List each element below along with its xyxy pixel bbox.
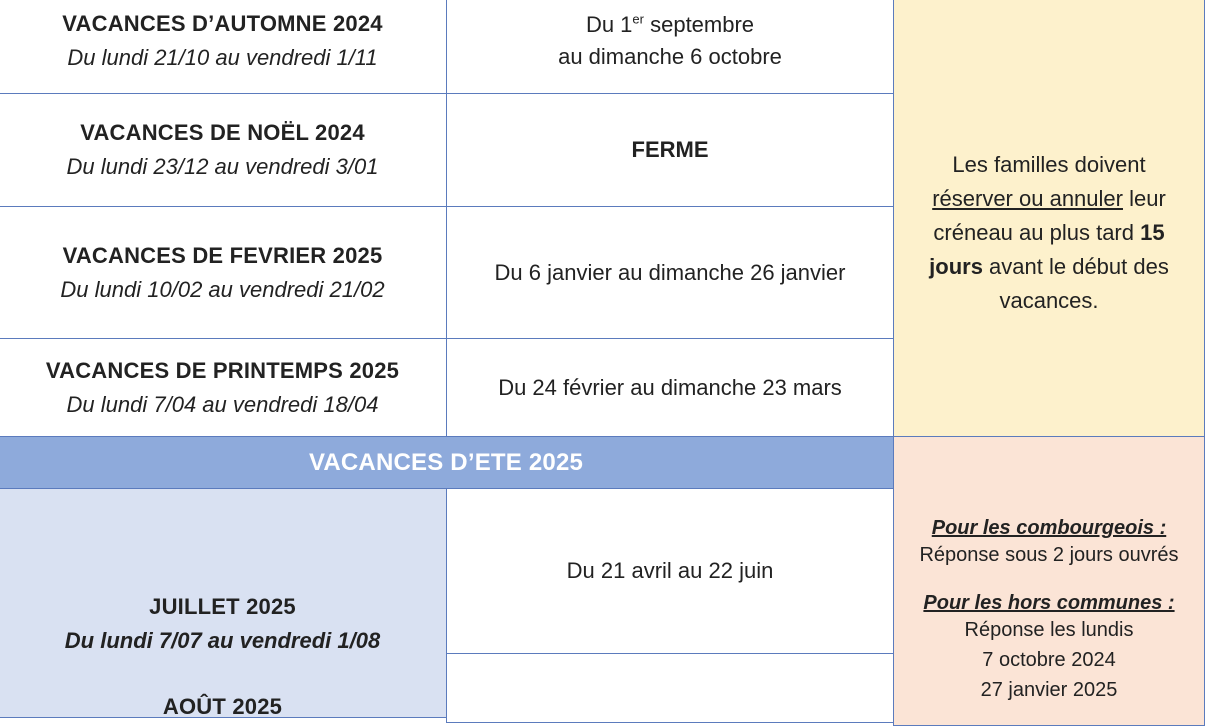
summer-months-column [0, 488, 447, 718]
christmas-closed: FERME [631, 137, 709, 162]
hors-line2: 7 octobre 2024 [982, 649, 1116, 671]
autumn-period-line2: au dimanche 6 octobre [558, 44, 782, 69]
row-christmas-period [446, 93, 894, 207]
row-autumn-period [446, 0, 894, 94]
combourgeois-header: Pour les combourgeois : [931, 517, 1167, 539]
spring-title: VACANCES DE PRINTEMPS 2025 [45, 357, 400, 383]
summer-title: VACANCES D’ETE 2025 [308, 448, 584, 476]
row-spring-label [0, 338, 447, 437]
autumn-title: VACANCES D’AUTOMNE 2024 [62, 11, 383, 36]
august-title: AOÛT 2025 [162, 694, 283, 719]
christmas-title: VACANCES DE NOËL 2024 [80, 120, 365, 145]
february-period: Du 6 janvier au dimanche 26 janvier [494, 259, 846, 285]
february-title: VACANCES DE FEVRIER 2025 [62, 242, 383, 268]
booking-note [893, 0, 1205, 437]
july-period: Du 21 avril au 22 juin [566, 558, 774, 583]
autumn-period-line1: Du 1er septembre [585, 11, 755, 37]
combourgeois-text: Réponse sous 2 jours ouvrés [919, 544, 1179, 566]
july-dates: Du lundi 7/07 au vendredi 1/08 [64, 628, 381, 653]
autumn-dates: Du lundi 21/10 au vendredi 1/11 [67, 45, 378, 70]
july-title: JUILLET 2025 [149, 594, 296, 619]
christmas-dates: Du lundi 23/12 au vendredi 3/01 [66, 154, 379, 179]
note-line5: vacances. [999, 287, 1099, 313]
row-february-period [446, 206, 894, 339]
august-period-cell [446, 653, 894, 723]
note-line2: réserver ou annuler leur [932, 185, 1166, 211]
spring-period: Du 24 février au dimanche 23 mars [498, 374, 842, 400]
row-christmas-label [0, 93, 447, 207]
summer-header [0, 436, 894, 489]
row-february-label [0, 206, 447, 339]
hors-header: Pour les hors communes : [923, 592, 1175, 614]
february-dates: Du lundi 10/02 au vendredi 21/02 [60, 276, 385, 302]
hors-line3: 27 janvier 2025 [980, 679, 1118, 701]
note-line3: créneau au plus tard 15 [933, 219, 1165, 245]
row-autumn-label [0, 0, 447, 94]
note-line4: jours avant le début des [929, 253, 1169, 279]
july-period-cell [446, 488, 894, 654]
hors-line1: Réponse les lundis [964, 619, 1134, 641]
note-line1: Les familles doivent [952, 151, 1146, 177]
row-spring-period [446, 338, 894, 437]
response-note [893, 436, 1205, 726]
spring-dates: Du lundi 7/04 au vendredi 18/04 [66, 391, 379, 417]
